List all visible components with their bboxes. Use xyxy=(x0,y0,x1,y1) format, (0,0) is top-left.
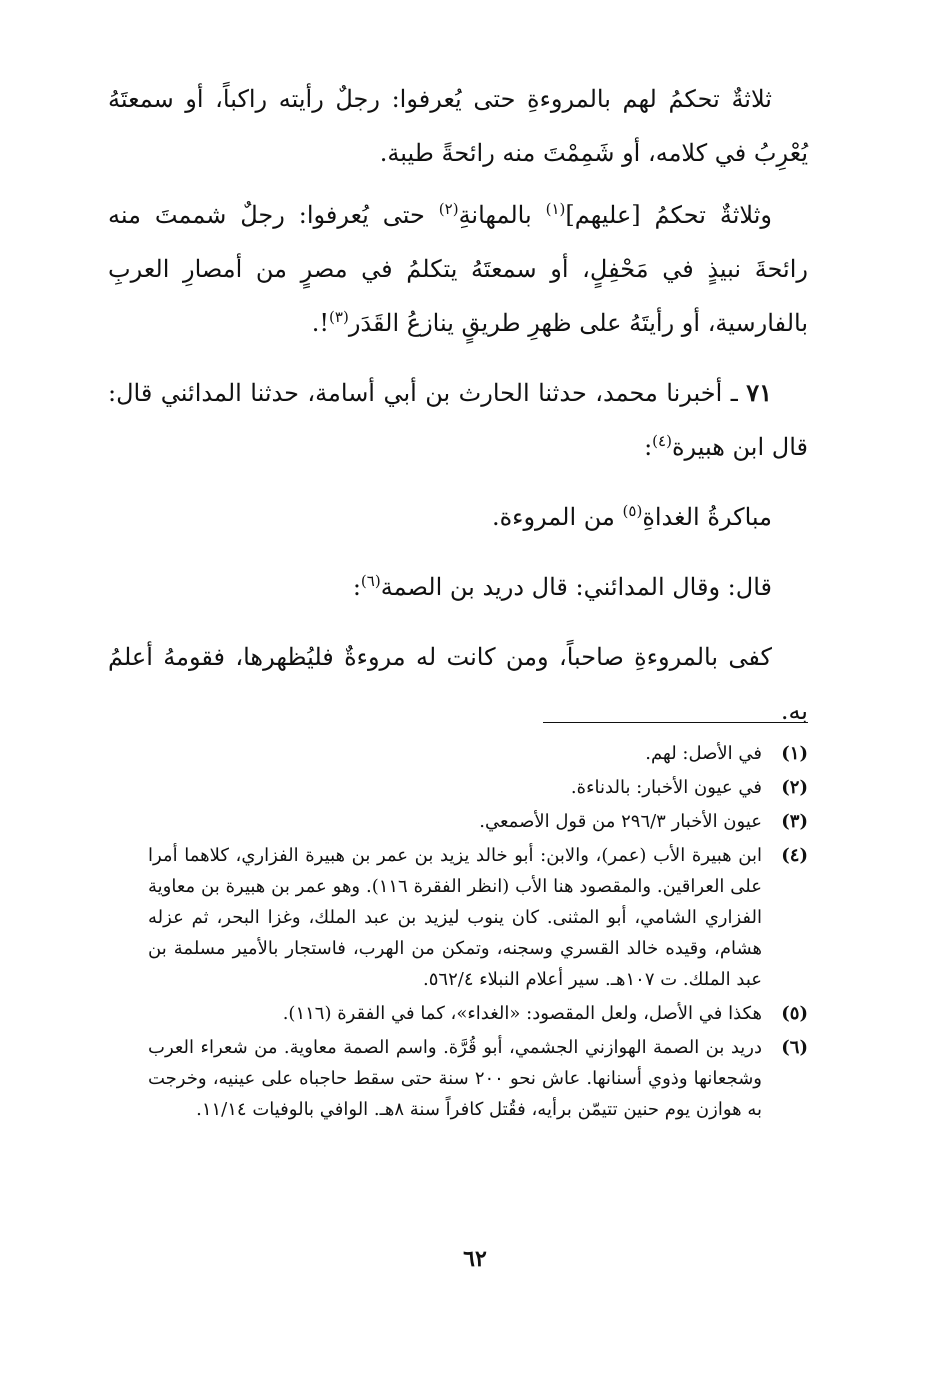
footnote-5 xyxy=(148,998,808,1029)
footnote-text: هكذا في الأصل، ولعل المقصود: «الغداء»، كما في الفقرة (١١٦). xyxy=(282,1003,762,1024)
footnote-text: في عيون الأخبار: بالدناءة. xyxy=(570,777,762,798)
footnote-text: ابن هبيرة الأب (عمر)، والابن: أبو خالد يزيد بن عمر بن هبيرة الفزاري، كلاهما أمرا على العراقين. والمقصود هنا الأب (انظر الفقرة ١١٦). وهو عمر بن هبيرة بن معاوية الفزاري الشامي، أبو المثنى. كان ينوب ليزيد بن عبد الملك، وغزا البحر، ثم عزله هشام، وقيده خالد القسري وسجنه، وتمكن من الهرب، فاستجار بالأمير مسلمة بن عبد الملك. ت ١٠٧هـ. سير أعلام النبلاء ٥٦٢/٤. xyxy=(148,845,762,990)
footnote-ref-6[interactable]: (٦) xyxy=(360,572,381,590)
footnotes xyxy=(148,738,808,1128)
footnote-ref-4[interactable]: (٤) xyxy=(652,432,672,450)
footnote-mark: (١) xyxy=(781,743,808,764)
footnote-ref-1[interactable]: (١) xyxy=(545,200,566,218)
quote-1: مباكرةُ الغداةِ$^{(٥)}$ من المروءة. xyxy=(491,502,772,531)
footnote-mark: (٤) xyxy=(781,845,808,866)
paragraph-71: ٧١ ـ أخبرنا محمد، حدثنا الحارث بن أبي أسامة، حدثنا المدائني قال: قال ابن هبيرة$^{(٤)}$: xyxy=(108,378,808,461)
paragraph-2: وثلاثةٌ تحكمُ [عليهم]$^{(١)}$ بالمهانةِ$^{(٢)}$ حتى يُعرفوا: رجلٌ شممتَ منه رائحةَ نبيذٍ في مَحْفِلٍ، أو سمعتَهُ يتكلمُ في مصرٍ من أمصارِ العربِ بالفارسية، أو رأيتَهُ على ظهرِ طريقٍ ينازعُ القَدَر$^{(٣)}$!. xyxy=(108,200,808,337)
footnote-6 xyxy=(148,1032,808,1125)
footnote-mark: (٦) xyxy=(781,1037,808,1058)
footnote-text: في الأصل: لهم. xyxy=(645,743,762,764)
quote-2: كفى بالمروءةِ صاحباً، ومن كانت له مروءةٌ فليُظهرها، فقومهُ أعلمُ به. xyxy=(108,643,808,725)
paragraph-1: ثلاثةٌ تحكمُ لهم بالمروءةِ حتى يُعرفوا: رجلٌ رأيته راكباً، أو سمعتَهُ يُعْرِبُ في كلامه، أو شَمِمْتَ منه رائحةً طيبة. xyxy=(108,85,808,167)
page-number: ٦٢ xyxy=(463,1246,487,1272)
footnote-4 xyxy=(148,840,808,995)
footnote-2 xyxy=(148,772,808,803)
footnote-ref-5[interactable]: (٥) xyxy=(622,502,643,520)
footnote-mark: (٥) xyxy=(781,1003,808,1024)
main-text xyxy=(108,72,808,746)
footnote-1 xyxy=(148,738,808,769)
footnote-mark: (٢) xyxy=(781,777,808,798)
footnote-divider xyxy=(543,722,808,723)
footnote-3 xyxy=(148,806,808,837)
footnote-text: دريد بن الصمة الهوازني الجشمي، أبو قُرَّة. واسم الصمة معاوية. من شعراء العرب وشجعانها وذوي أسنانها. عاش نحو ٢٠٠ سنة حتى سقط حاجباه على عينيه، وخرجت به هوازن يوم حنين تتيمّن برأيه، فقُتل كافراً سنة ٨هـ. الوافي بالوفيات ١١/١٤. xyxy=(148,1037,762,1120)
footnote-ref-2[interactable]: (٢) xyxy=(438,200,459,218)
footnote-text: عيون الأخبار ٢٩٦/٣ من قول الأصمعي. xyxy=(479,811,762,832)
footnote-ref-3[interactable]: (٣) xyxy=(329,308,349,326)
quote-intro: قال: وقال المدائني: قال دريد بن الصمة$^{(٦)}$: xyxy=(352,572,772,601)
item-number: ٧١ xyxy=(746,378,773,407)
footnote-mark: (٣) xyxy=(781,811,808,832)
